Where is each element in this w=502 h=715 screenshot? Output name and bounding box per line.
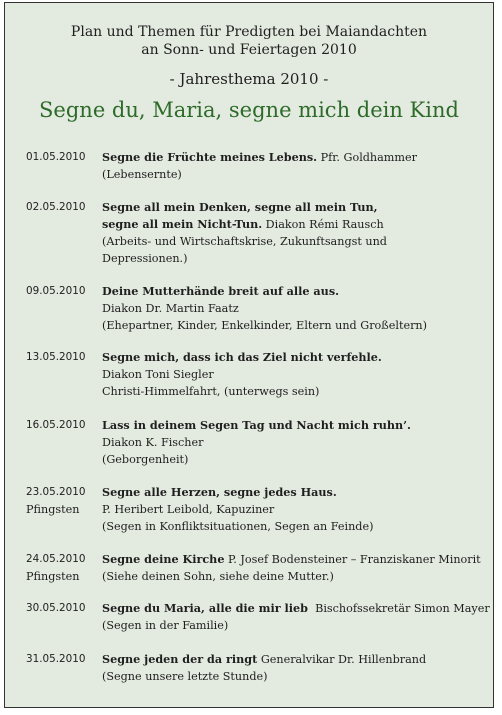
- entry-note: (Geborgenheit): [102, 453, 189, 466]
- entry-speaker: Diakon Rémi Rausch: [262, 218, 384, 231]
- annual-theme-title: Segne du, Maria, segne mich dein Kind: [39, 98, 459, 122]
- entry-feast-label: Pfingsten: [26, 570, 80, 583]
- entry-speaker: P. Josef Bodensteiner – Franziskaner Minorit: [224, 553, 481, 566]
- entry-body: [102, 484, 487, 535]
- entry-date: 09.05.2010: [26, 285, 86, 297]
- entry-date: 01.05.2010: [26, 151, 86, 163]
- entry-date-value: 23.05.2010: [26, 486, 86, 498]
- entry-body: [102, 600, 490, 634]
- entry-title: Lass in deinem Segen Tag und Nacht mich ruhn’.: [102, 418, 411, 432]
- entry-date: 02.05.2010: [26, 201, 86, 213]
- schedule-document: [4, 2, 494, 708]
- entry-speaker: Generalvikar Dr. Hillenbrand: [257, 653, 427, 666]
- entry-title: Segne deine Kirche: [102, 552, 225, 566]
- entry-body: [102, 417, 487, 468]
- entry-note: (Arbeits- und Wirtschaftskrise, Zukunftsangst und: [102, 235, 387, 248]
- entry-speaker: Diakon K. Fischer: [102, 436, 204, 449]
- entry-speaker: Diakon Dr. Martin Faatz: [102, 302, 239, 315]
- entry-note: (Siehe deinen Sohn, siehe deine Mutter.): [102, 570, 334, 583]
- entry-date: 30.05.2010: [26, 602, 86, 614]
- entry-speaker: P. Heribert Leibold, Kapuziner: [102, 503, 275, 516]
- entry-title: Segne die Früchte meines Lebens.: [102, 150, 318, 164]
- entry-title: Segne jeden der da ringt: [102, 652, 258, 666]
- entry-speaker: Diakon Toni Siegler: [102, 368, 214, 381]
- entry-title-line: [102, 651, 487, 668]
- entry-body: [102, 149, 487, 183]
- entry-title-line: [102, 216, 487, 233]
- entry-note: (Lebensernte): [102, 168, 182, 181]
- entry-date: 16.05.2010: [26, 419, 86, 431]
- entry-title-line: [102, 600, 490, 617]
- entry-date: [26, 484, 104, 518]
- plan-title-line-2: an Sonn- und Feiertagen 2010: [141, 42, 357, 58]
- entry-body: [102, 551, 487, 585]
- entry-date: [26, 551, 104, 585]
- entry-title: Deine Mutterhände breit auf alle aus.: [102, 284, 340, 298]
- entry-title: Segne du Maria, alle die mir lieb: [102, 601, 308, 615]
- entry-feast-label: Pfingsten: [26, 503, 80, 516]
- entry-speaker: Pfr. Goldhammer: [317, 151, 417, 164]
- entry-body: [102, 651, 487, 685]
- entry-body: [102, 283, 487, 334]
- entry-note: (Segen in der Familie): [102, 619, 229, 632]
- entry-date: 31.05.2010: [26, 653, 86, 665]
- entry-note: Depressionen.): [102, 252, 188, 265]
- entry-title: Segne mich, dass ich das Ziel nicht verfehle.: [102, 350, 382, 364]
- entry-note: Christi-Himmelfahrt, (unterwegs sein): [102, 385, 320, 398]
- entry-date-value: 24.05.2010: [26, 553, 86, 565]
- entry-title-line: [102, 149, 487, 166]
- entry-note: (Segne unsere letzte Stunde): [102, 670, 268, 683]
- entry-speaker: Bischofssekretär Simon Mayer: [308, 602, 490, 615]
- entry-title: segne all mein Nicht-Tun.: [102, 217, 263, 231]
- plan-title-line-1: Plan und Themen für Predigten bei Maiandachten: [70, 24, 428, 40]
- entry-title: Segne all mein Denken, segne all mein Tun,: [102, 200, 378, 214]
- entry-title-line: [102, 551, 487, 568]
- entry-body: [102, 199, 487, 267]
- entry-note: (Segen in Konfliktsituationen, Segen an Feinde): [102, 520, 374, 533]
- entry-note: (Ehepartner, Kinder, Enkelkinder, Eltern und Großeltern): [102, 319, 427, 332]
- entry-date: 13.05.2010: [26, 351, 86, 363]
- annual-theme-label: - Jahresthema 2010 -: [169, 70, 329, 88]
- entry-title: Segne alle Herzen, segne jedes Haus.: [102, 485, 337, 499]
- entry-body: [102, 349, 487, 400]
